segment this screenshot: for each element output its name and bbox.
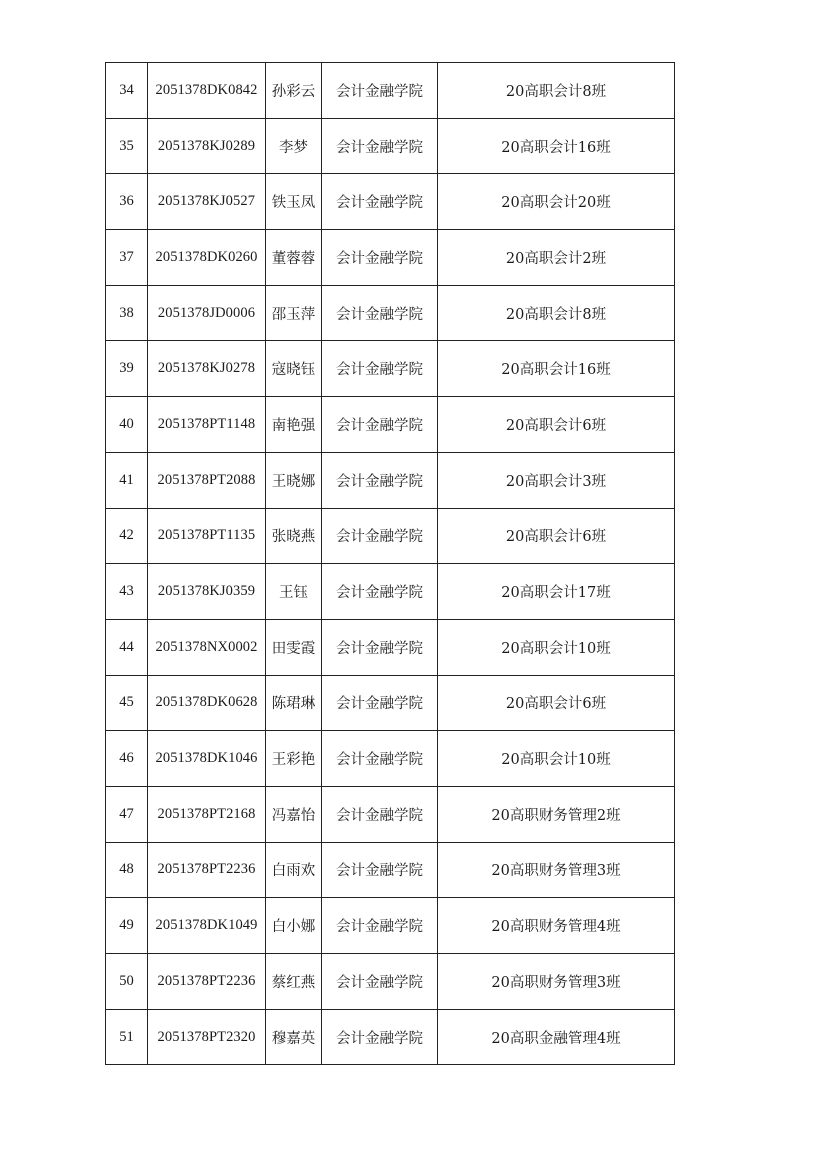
class-name: 20高职会计8班 [438, 285, 675, 341]
student-name: 张晓燕 [266, 508, 322, 564]
student-name: 白小娜 [266, 898, 322, 954]
college: 会计金融学院 [322, 898, 438, 954]
college: 会计金融学院 [322, 63, 438, 119]
college: 会计金融学院 [322, 1009, 438, 1065]
student-name: 穆嘉英 [266, 1009, 322, 1065]
college: 会计金融学院 [322, 954, 438, 1010]
class-name: 20高职会计6班 [438, 397, 675, 453]
student-id: 2051378KJ0289 [148, 118, 266, 174]
student-id: 2051378DK0260 [148, 230, 266, 286]
class-name: 20高职会计17班 [438, 564, 675, 620]
class-name: 20高职财务管理3班 [438, 954, 675, 1010]
table-row [106, 508, 675, 564]
student-id: 2051378PT2168 [148, 786, 266, 842]
college: 会计金融学院 [322, 285, 438, 341]
student-id: 2051378PT2236 [148, 842, 266, 898]
college: 会计金融学院 [322, 230, 438, 286]
table-row [106, 452, 675, 508]
student-name: 白雨欢 [266, 842, 322, 898]
row-number: 44 [106, 619, 148, 675]
row-number: 51 [106, 1009, 148, 1065]
table-row [106, 285, 675, 341]
student-name: 王晓娜 [266, 452, 322, 508]
class-name: 20高职会计16班 [438, 341, 675, 397]
table-row [106, 954, 675, 1010]
student-id: 2051378PT2088 [148, 452, 266, 508]
class-name: 20高职会计6班 [438, 675, 675, 731]
student-id: 2051378PT1148 [148, 397, 266, 453]
student-id: 2051378KJ0527 [148, 174, 266, 230]
class-name: 20高职会计20班 [438, 174, 675, 230]
row-number: 48 [106, 842, 148, 898]
table-row [106, 898, 675, 954]
table-row [106, 1009, 675, 1065]
table-row [106, 564, 675, 620]
student-id: 2051378DK1049 [148, 898, 266, 954]
class-name: 20高职会计8班 [438, 63, 675, 119]
row-number: 36 [106, 174, 148, 230]
college: 会计金融学院 [322, 341, 438, 397]
college: 会计金融学院 [322, 174, 438, 230]
table-row [106, 174, 675, 230]
student-id: 2051378DK0842 [148, 63, 266, 119]
student-name: 李梦 [266, 118, 322, 174]
table-row [106, 118, 675, 174]
table-row [106, 786, 675, 842]
class-name: 20高职会计16班 [438, 118, 675, 174]
student-name: 王彩艳 [266, 731, 322, 787]
row-number: 43 [106, 564, 148, 620]
roster-body [106, 63, 675, 1065]
row-number: 49 [106, 898, 148, 954]
student-id: 2051378PT1135 [148, 508, 266, 564]
row-number: 46 [106, 731, 148, 787]
student-id: 2051378DK0628 [148, 675, 266, 731]
class-name: 20高职会计6班 [438, 508, 675, 564]
row-number: 34 [106, 63, 148, 119]
college: 会计金融学院 [322, 397, 438, 453]
class-name: 20高职会计10班 [438, 619, 675, 675]
row-number: 38 [106, 285, 148, 341]
college: 会计金融学院 [322, 508, 438, 564]
college: 会计金融学院 [322, 731, 438, 787]
student-id: 2051378NX0002 [148, 619, 266, 675]
class-name: 20高职会计2班 [438, 230, 675, 286]
row-number: 50 [106, 954, 148, 1010]
student-id: 2051378KJ0359 [148, 564, 266, 620]
college: 会计金融学院 [322, 452, 438, 508]
table-row [106, 230, 675, 286]
college: 会计金融学院 [322, 786, 438, 842]
row-number: 39 [106, 341, 148, 397]
class-name: 20高职财务管理4班 [438, 898, 675, 954]
college: 会计金融学院 [322, 118, 438, 174]
row-number: 41 [106, 452, 148, 508]
class-name: 20高职财务管理3班 [438, 842, 675, 898]
college: 会计金融学院 [322, 842, 438, 898]
table-row [106, 397, 675, 453]
student-id: 2051378JD0006 [148, 285, 266, 341]
student-id: 2051378PT2320 [148, 1009, 266, 1065]
class-name: 20高职财务管理2班 [438, 786, 675, 842]
student-name: 田雯霞 [266, 619, 322, 675]
college: 会计金融学院 [322, 619, 438, 675]
student-name: 寇晓钰 [266, 341, 322, 397]
table-row [106, 731, 675, 787]
class-name: 20高职会计3班 [438, 452, 675, 508]
table-row [106, 619, 675, 675]
student-name: 孙彩云 [266, 63, 322, 119]
student-name: 南艳强 [266, 397, 322, 453]
student-name: 陈珺琳 [266, 675, 322, 731]
college: 会计金融学院 [322, 564, 438, 620]
college: 会计金融学院 [322, 675, 438, 731]
table-row [106, 341, 675, 397]
student-id: 2051378DK1046 [148, 731, 266, 787]
student-name: 董蓉蓉 [266, 230, 322, 286]
student-roster-table [105, 62, 675, 1065]
table-row [106, 675, 675, 731]
row-number: 37 [106, 230, 148, 286]
row-number: 42 [106, 508, 148, 564]
student-name: 铁玉凤 [266, 174, 322, 230]
row-number: 40 [106, 397, 148, 453]
table-row [106, 63, 675, 119]
row-number: 45 [106, 675, 148, 731]
class-name: 20高职会计10班 [438, 731, 675, 787]
student-name: 王钰 [266, 564, 322, 620]
table-row [106, 842, 675, 898]
student-name: 冯嘉怡 [266, 786, 322, 842]
student-id: 2051378PT2236 [148, 954, 266, 1010]
row-number: 35 [106, 118, 148, 174]
student-name: 邵玉萍 [266, 285, 322, 341]
class-name: 20高职金融管理4班 [438, 1009, 675, 1065]
student-id: 2051378KJ0278 [148, 341, 266, 397]
student-name: 蔡红燕 [266, 954, 322, 1010]
row-number: 47 [106, 786, 148, 842]
